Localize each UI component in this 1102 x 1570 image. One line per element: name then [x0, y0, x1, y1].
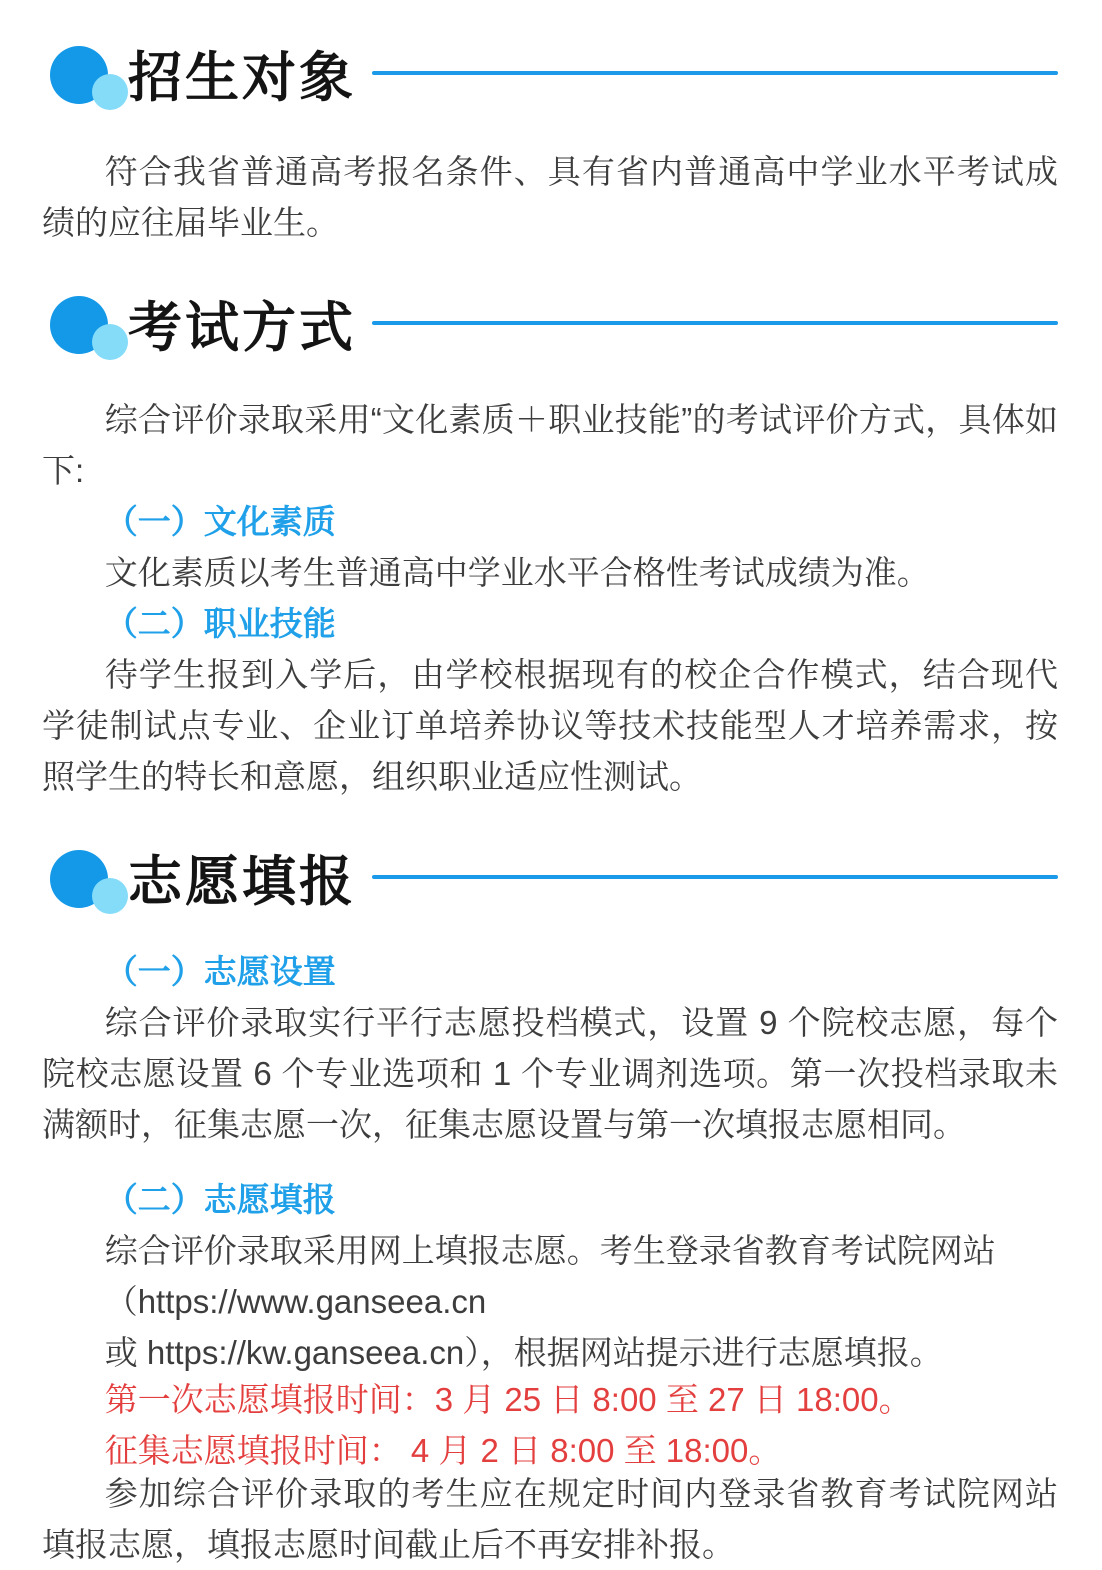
bullet-circles-icon [42, 850, 128, 914]
first-filling-time-notice: 第一次志愿填报时间：3 月 25 日 8:00 至 27 日 18:00。 [104, 1381, 912, 1418]
subheading-volunteer-setup: （一）志愿设置 [104, 953, 336, 990]
section-divider-line [372, 875, 1058, 879]
section-admission-targets [42, 46, 1058, 248]
subheading-culture-quality: （一）文化素质 [104, 503, 336, 540]
website-url-line: 或 https://kw.ganseea.cn），根据网站提示进行志愿填报。 [104, 1334, 943, 1371]
bullet-circles-icon [42, 46, 128, 110]
section-volunteer-application [42, 850, 1058, 1570]
body-paragraph: 综合评价录取采用“文化素质＋职业技能”的考试评价方式，具体如下: [42, 401, 1058, 489]
section-header [42, 296, 1058, 360]
small-circle-icon [92, 74, 128, 110]
section-divider-line [372, 321, 1058, 325]
section-header [42, 850, 1058, 914]
section-divider-line [372, 71, 1058, 75]
small-circle-icon [92, 878, 128, 914]
body-paragraph: 综合评价录取实行平行志愿投档模式，设置 9 个院校志愿，每个院校志愿设置 6 个专业选项和 1 个专业调剂选项。第一次投档录取未满额时，征集志愿一次，征集志愿设置与第一次填报志愿相同。 [42, 1004, 1058, 1143]
section-header [42, 46, 1058, 110]
section-title: 考试方式 [128, 298, 356, 358]
collect-filling-time-notice: 征集志愿填报时间： 4 月 2 日 8:00 至 18:00。 [104, 1432, 782, 1469]
small-circle-icon [92, 324, 128, 360]
body-paragraph: 参加综合评价录取的考生应在规定时间内登录省教育考试院网站填报志愿，填报志愿时间截止后不再安排补报。 [42, 1475, 1058, 1563]
body-paragraph: 文化素质以考生普通高中学业水平合格性考试成绩为准。 [104, 554, 930, 591]
section-title: 招生对象 [128, 48, 356, 108]
body-paragraph: 待学生报到入学后，由学校根据现有的校企合作模式，结合现代学徒制试点专业、企业订单培养协议等技术技能型人才培养需求，按照学生的特长和意愿，组织职业适应性测试。 [42, 656, 1058, 795]
subheading-volunteer-filling: （二）志愿填报 [104, 1181, 336, 1218]
body-paragraph: 综合评价录取采用网上填报志愿。考生登录省教育考试院网站 [104, 1232, 996, 1269]
section-title: 志愿填报 [128, 852, 356, 912]
subheading-vocational-skills: （二）职业技能 [104, 605, 336, 642]
website-url-line: （https://www.ganseea.cn [104, 1283, 487, 1320]
body-paragraph: 符合我省普通高考报名条件、具有省内普通高中学业水平考试成绩的应往届毕业生。 [42, 153, 1058, 241]
section-exam-method [42, 296, 1058, 802]
bullet-circles-icon [42, 296, 128, 360]
